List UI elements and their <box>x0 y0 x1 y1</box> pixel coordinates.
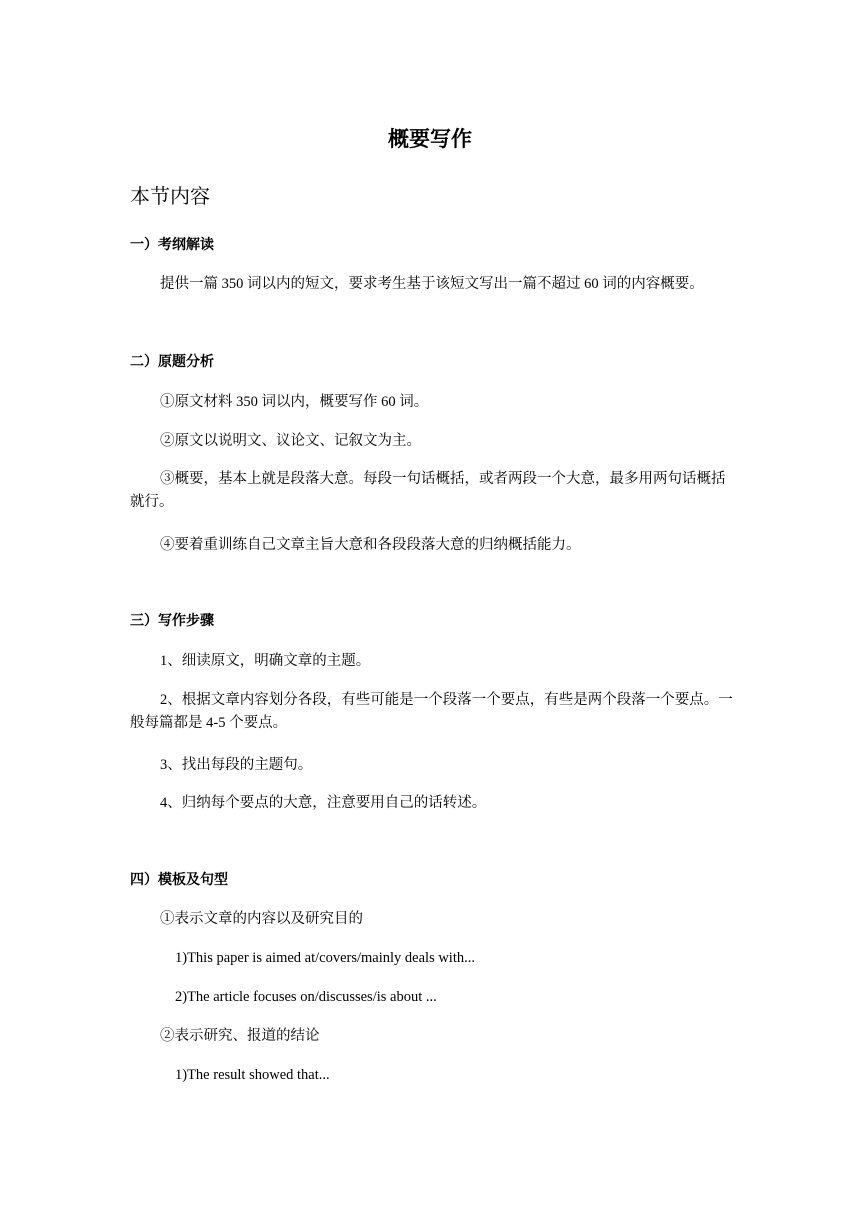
paragraph: 2、根据文章内容划分各段，有些可能是一个段落一个要点，有些是两个段落一个要点。一般每篇都是 4-5 个要点。 <box>130 692 733 731</box>
paragraph: ④要着重训练自己文章主旨大意和各段段落大意的归纳概括能力。 <box>160 537 581 553</box>
document-title: 概要写作 <box>388 127 472 151</box>
paragraph: ③概要，基本上就是段落大意。每段一句话概括，或者两段一个大意，最多用两句话概括就行。 <box>130 471 726 510</box>
paragraph: ①表示文章的内容以及研究目的 <box>160 911 363 927</box>
paragraph: 1、细读原文，明确文章的主题。 <box>160 653 371 669</box>
heading-analysis: 二）原题分析 <box>130 354 214 370</box>
paragraph: 提供一篇 350 词以内的短文，要求考生基于该短文写出一篇不超过 60 词的内容概要。 <box>160 276 704 292</box>
paragraph: 4、归纳每个要点的大意，注意要用自己的话转述。 <box>160 795 487 811</box>
heading-templates: 四）模板及句型 <box>130 872 228 888</box>
paragraph: 1)The result showed that... <box>175 1067 330 1083</box>
paragraph: ②表示研究、报道的结论 <box>160 1028 320 1044</box>
paragraph: 2)The article focuses on/discusses/is about ... <box>175 989 437 1005</box>
section-heading: 本节内容 <box>130 184 210 208</box>
paragraph: ①原文材料 350 词以内，概要写作 60 词。 <box>160 394 429 410</box>
heading-syllabus: 一）考纲解读 <box>130 237 214 253</box>
paragraph: 3、找出每段的主题句。 <box>160 757 313 773</box>
heading-steps: 三）写作步骤 <box>130 613 214 629</box>
paragraph: ②原文以说明文、议论文、记叙文为主。 <box>160 433 421 449</box>
paragraph: 1)This paper is aimed at/covers/mainly deals with... <box>175 950 475 966</box>
